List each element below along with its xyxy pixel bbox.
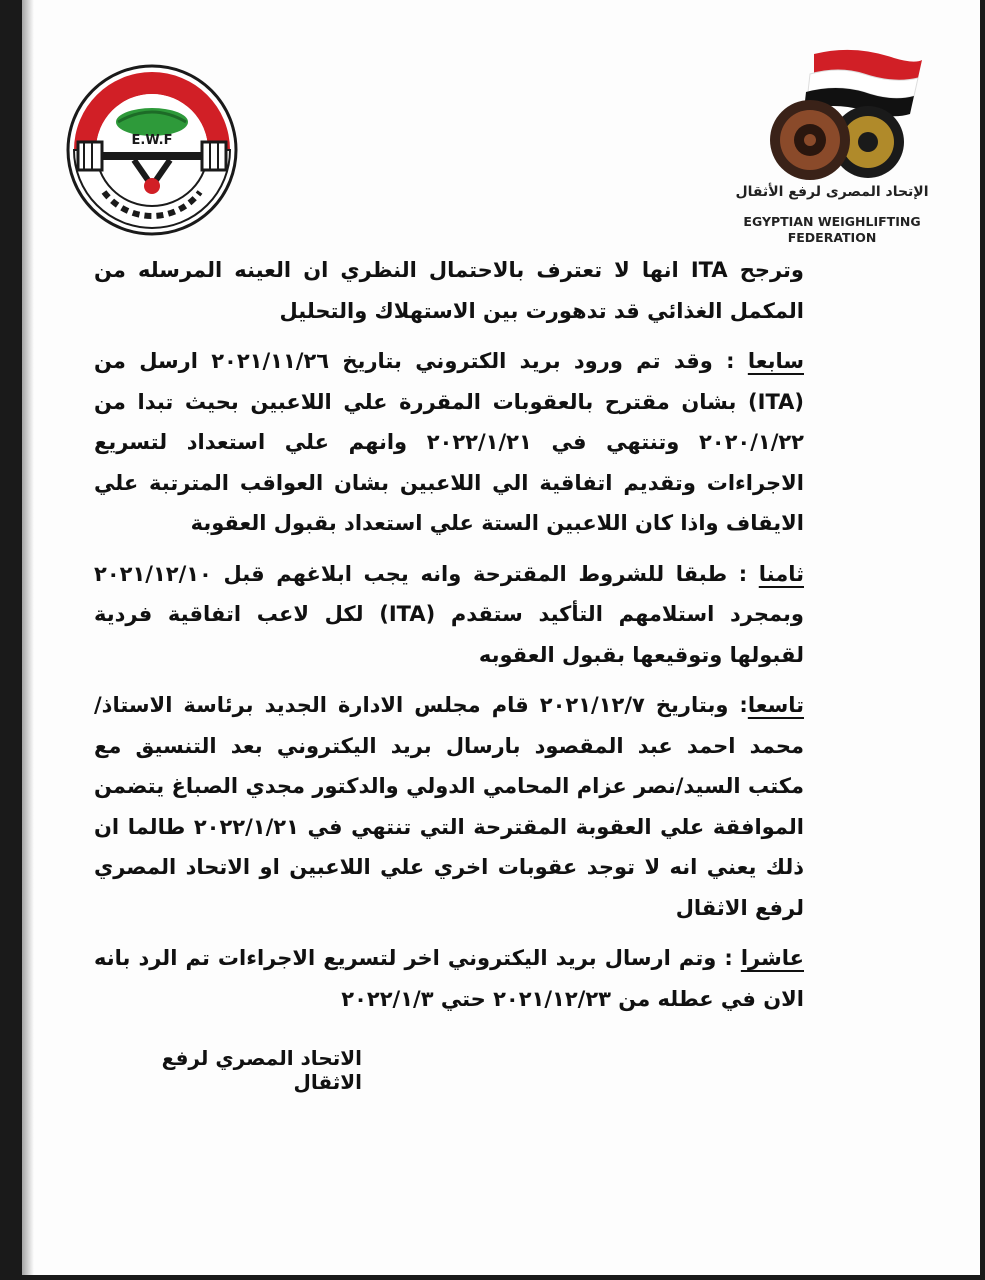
item-ninth: [94, 685, 804, 928]
item-label: عاشرا: [740, 946, 804, 970]
item-text: : وبتاريخ ٢٠٢١/١٢/٧ قام مجلس الادارة الجديد برئاسة الاستاذ/ محمد احمد عبد المقصود بارسال بريد اليكتروني بعد التنسيق مع مكتب السيد/نصر عزام المحامي الدولي والدكتور مجدي الصباغ يتضمن الموافقة علي العقوبة المقترحة التي تنتهي في ٢٠٢٢/١/٢١ طالما ان ذلك يعني انه لا توجد عقوبات اخري علي اللاعبين او الاتحاد المصري لرفع الاثقال: [94, 693, 804, 920]
intro-paragraph: وترجح ITA انها لا تعترف بالاحتمال النظري ان العينه المرسله من المكمل الغذائي قد تدهورت بين الاستهلاك والتحليل: [94, 258, 804, 323]
letter-body: [94, 250, 804, 1029]
item-label: سابعا: [747, 349, 804, 373]
federation-name-english-line1: EGYPTIAN WEIGHLIFTING: [743, 214, 921, 229]
item-text: : طبقا للشروط المقترحة وانه يجب ابلاغهم قبل ٢٠٢١/١٢/١٠ وبمجرد استلامهم التأكيد ستقدم (ITA) لكل لاعب اتفاقية فردية لقبولها وتوقيعها بقبول العقوبه: [94, 561, 804, 667]
letter-page: [22, 0, 980, 1275]
item-text: : وتم ارسال بريد اليكتروني اخر لتسريع الاجراءات تم الرد بانه الان في عطله من ٢٠٢١/١٢/٢٣ حتي ٢٠٢٢/١/٣: [94, 946, 804, 1011]
logo-initials: E.W.F: [131, 133, 173, 148]
federation-name-english: [722, 214, 942, 246]
item-tenth: [94, 938, 804, 1019]
egyptian-flag-weights-logo: [744, 44, 922, 180]
item-eighth: [94, 554, 804, 676]
federation-name-english-line2: FEDERATION: [787, 230, 877, 245]
ewf-emblem-logo: [64, 62, 240, 238]
item-seventh: [94, 341, 804, 544]
federation-name-arabic: الإتحاد المصرى لرفع الأثقال: [735, 184, 929, 200]
signature: الاتحاد المصري لرفع الاثقال: [161, 1046, 362, 1094]
item-label: ثامنا: [758, 561, 804, 586]
scan-edge-shadow: [22, 0, 34, 1275]
item-label: تاسعا: [747, 693, 804, 717]
item-text: : وقد تم ورود بريد الكتروني بتاريخ ٢٠٢١/١١/٢٦ ارسل من (ITA) بشان مقترح بالعقوبات المقررة علي اللاعبين بحيث تبدا من ٢٠٢٠/١/٢٢ وتنتهي في ٢٠٢٢/١/٢١ وانهم علي استعداد لتسريع الاجراءات وتقديم اتفاقية الي اللاعبين بشان العواقب المترتبة علي الايقاف واذا كان اللاعبين الستة علي استعداد بقبول العقوبة: [94, 349, 804, 535]
